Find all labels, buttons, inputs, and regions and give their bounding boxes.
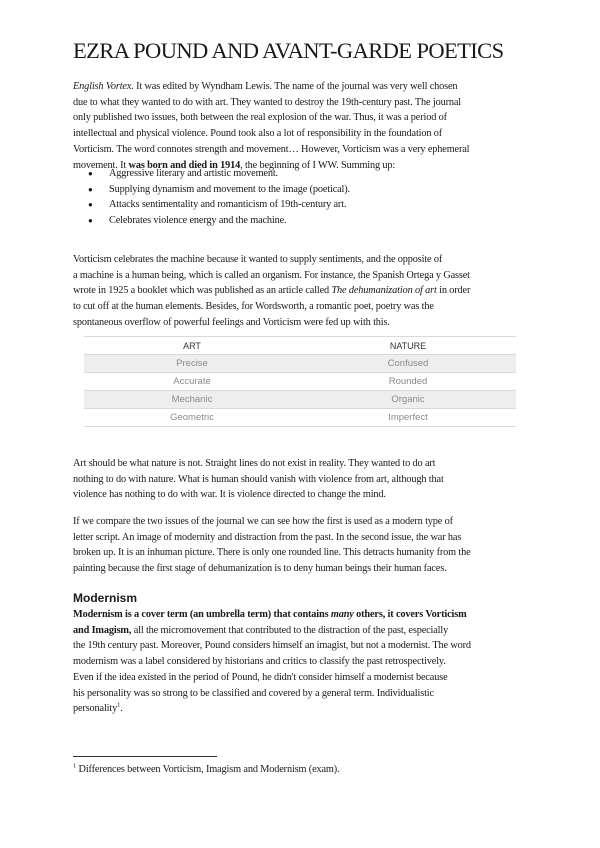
mod-bold-1: Modernism is a cover term (an umbrella term) that contains [73, 609, 331, 620]
p4-line-2: letter script. An image of modernity and distraction from the past. In the second issue, the war has [73, 531, 462, 543]
table-row [84, 373, 516, 391]
issues-paragraph [73, 514, 533, 577]
table-cell: Rounded [300, 373, 516, 391]
p3-line-3: violence has nothing to do with war. It is violence directed to change the mind. [73, 489, 386, 501]
footnote-marker: 1 [73, 762, 77, 770]
book-title: The dehumanization of art [331, 285, 437, 297]
mod-line-2 [73, 623, 533, 639]
intro-paragraph [73, 79, 533, 173]
bullet-item: ● Celebrates violence energy and the machine. [73, 213, 350, 229]
table-cell: Geometric [84, 409, 300, 427]
table-cell: Precise [84, 355, 300, 373]
table-cell: Confused [300, 355, 516, 373]
mod-line-1 [73, 607, 533, 623]
mod-bold-italic: many [330, 609, 354, 620]
journal-name: English Vortex. [73, 81, 134, 92]
mod-line-7-end: . [120, 703, 123, 715]
intro-line-4: intellectual and physical violence. Pound took also a lot of responsibility in the foundation of [73, 128, 443, 140]
p2-line-2: a machine is a human being, which is called an organism. For instance, the Spanish Ortega y Gasset [73, 269, 470, 281]
table-cell: Accurate [84, 373, 300, 391]
section-heading-modernism: Modernism [73, 591, 138, 605]
mod-bold-2: others, it covers Vorticism [353, 609, 467, 620]
bullet-item: ● Aggressive literary and artistic movement. [73, 166, 350, 182]
table-row [84, 391, 516, 409]
mod-line-7 [73, 701, 533, 717]
footnote-separator [73, 756, 217, 757]
p2-line-1: Vorticism celebrates the machine because it wanted to supply sentiments, and the opposite of [73, 254, 443, 265]
summary-bullet-list [73, 166, 350, 229]
intro-line-1-text: It was edited by Wyndham Lewis. The name of the journal was very well chosen [133, 81, 458, 92]
bullet-item: ● Attacks sentimentality and romanticism of 19th-century art. [73, 197, 350, 213]
p2-line-3-c: in order [436, 285, 471, 297]
table-cell: Imperfect [300, 409, 516, 427]
intro-line-6-c: , the beginning of I WW. Summing up: [240, 159, 396, 171]
p2-line-3-a: wrote in 1925 a booklet which was published as an article called [73, 285, 332, 297]
p4-line-3: broken up. It is an inhuman picture. There is only one rounded line. This detracts humanity from the [73, 547, 471, 559]
mod-line-7-text: personality [73, 703, 118, 715]
intro-line-6-a: movement. It [73, 159, 129, 171]
footnote-reference[interactable]: 1 [117, 701, 121, 709]
nature-paragraph [73, 456, 533, 503]
art-nature-table [84, 336, 516, 427]
footnote [73, 764, 339, 775]
p2-line-4: to cut off at the human elements. Besides, for Wordsworth, a romantic poet, poetry was the [73, 301, 434, 313]
p4-line-1: If we compare the two issues of the journal we can see how the first is used as a modern type of [73, 516, 453, 527]
intro-line-5: Vorticism. The word connotes strength and movement… However, Vorticism was a very ephemeral [73, 143, 470, 155]
mod-line-2-text: all the micromovement that contributed to the distraction of the past, especially [131, 624, 449, 636]
intro-line-3: only published two issues, both between the real explosion of the war. Thus, it was a period of [73, 112, 447, 124]
page-title: EZRA POUND AND AVANT-GARDE POETICS [73, 38, 504, 63]
bullet-item: ● Supplying dynamism and movement to the image (poetical). [73, 182, 350, 198]
mod-line-4: modernism was a label considered by historians and critics to classify the past retrospectively. [73, 656, 446, 668]
footnote-text: Differences between Vorticism, Imagism and Modernism (exam). [76, 764, 340, 775]
table-cell: Organic [300, 391, 516, 409]
header-nature: NATURE [300, 337, 516, 355]
intro-line-1 [73, 79, 533, 95]
mod-line-3: the 19th century past. Moreover, Pound considers himself an imagist, but not a modernist. The word [73, 640, 471, 652]
modernism-paragraph [73, 607, 533, 717]
intro-bold-phrase: was born and died in 1914 [128, 159, 241, 171]
table-row [84, 355, 516, 373]
table-header-row [84, 337, 516, 355]
p3-line-1: Art should be what nature is not. Straight lines do not exist in reality. They wanted to do art [73, 458, 436, 469]
intro-line-2: due to what they wanted to do with art. They wanted to destroy the 19th-century past. The journal [73, 96, 461, 108]
mod-line-6: his personality was so strong to be classified and covered by a general term. Individualistic [73, 687, 434, 699]
mod-bold-3: and Imagism, [73, 624, 132, 636]
machine-paragraph [73, 252, 533, 331]
p2-line-3 [73, 283, 533, 299]
mod-line-5: Even if the idea existed in the period of Pound, he didn't consider himself a modernist because [73, 671, 448, 683]
p3-line-2: nothing to do with nature. What is human should vanish with violence from art, although that [73, 473, 444, 485]
table-cell: Mechanic [84, 391, 300, 409]
header-art: ART [84, 337, 300, 355]
table-row [84, 409, 516, 427]
p2-line-5: spontaneous overflow of powerful feelings and Vorticism were fed up with this. [73, 316, 390, 328]
p4-line-4: painting because the first stage of dehumanization is to deny human beings their human faces. [73, 563, 447, 575]
